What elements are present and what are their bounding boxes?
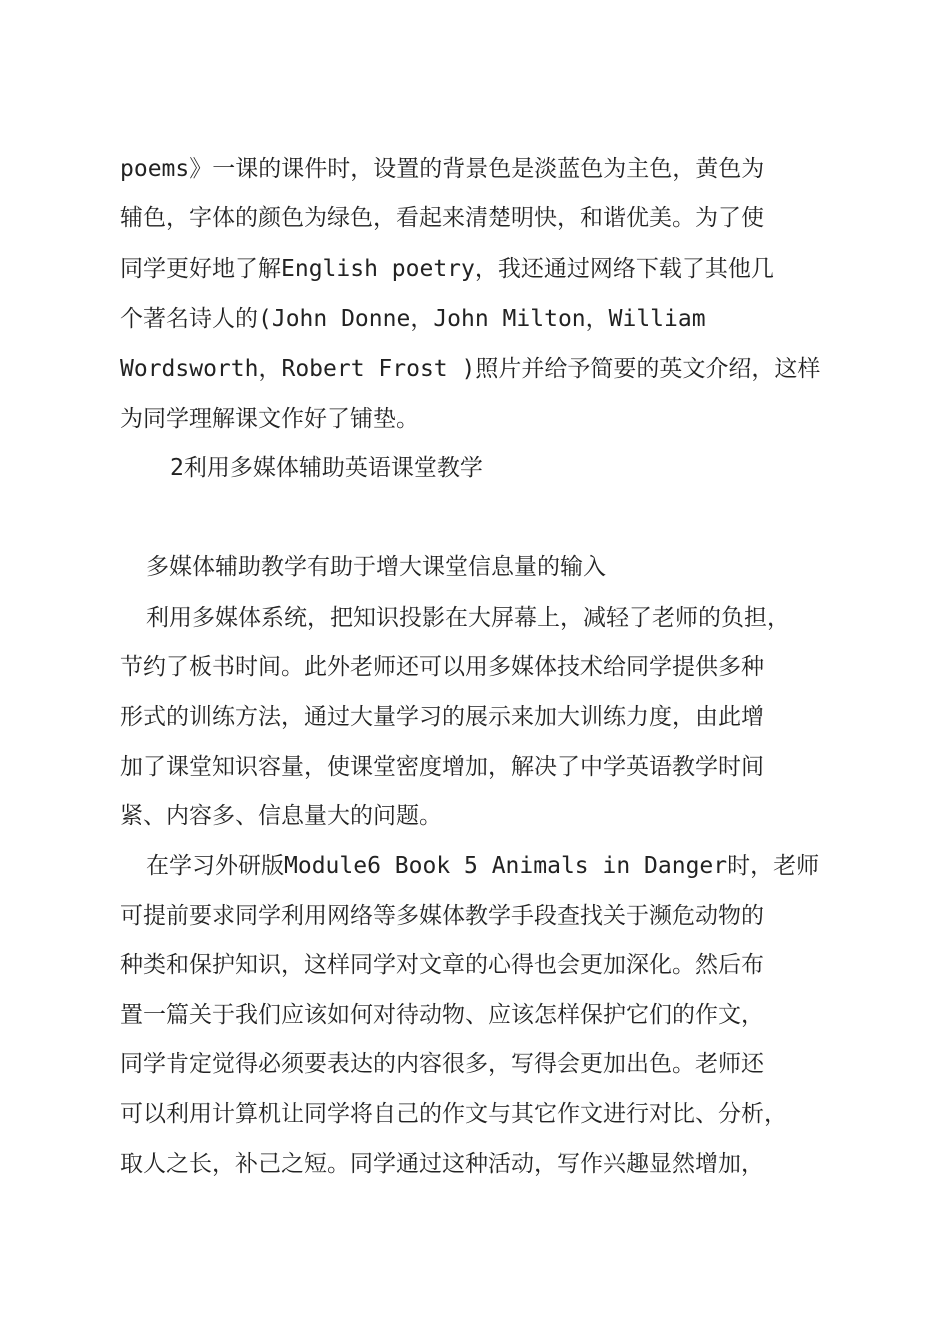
text-line: 个著名诗人的(John Donne，John Milton，William: [120, 306, 706, 332]
text-line: 辅色，字体的颜色为绿色，看起来清楚明快，和谐优美。为了使: [120, 205, 764, 231]
text-line: 在学习外研版Module6 Book 5 Animals in Danger时，老师: [146, 853, 820, 879]
text-line: 种类和保护知识，这样同学对文章的心得也会更加深化。然后布: [120, 952, 764, 978]
section-heading: 2利用多媒体辅助英语课堂教学: [170, 455, 483, 481]
text-line: 节约了板书时间。此外老师还可以用多媒体技术给同学提供多种: [120, 654, 764, 680]
text-line: poems》一课的课件时，设置的背景色是淡蓝色为主色，黄色为: [120, 156, 765, 182]
text-line: 同学更好地了解English poetry，我还通过网络下载了其他几: [120, 256, 774, 282]
text-line: 紧、内容多、信息量大的问题。: [120, 803, 442, 829]
text-line: 利用多媒体系统，把知识投影在大屏幕上，减轻了老师的负担，: [146, 605, 790, 631]
text-line: Wordsworth，Robert Frost )照片并给予简要的英文介绍，这样: [120, 356, 821, 382]
text-line: 可提前要求同学利用网络等多媒体教学手段查找关于濒危动物的: [120, 903, 764, 929]
text-line: 为同学理解课文作好了铺垫。: [120, 406, 419, 432]
text-line: 取人之长，补己之短。同学通过这种活动，写作兴趣显然增加，: [120, 1151, 764, 1177]
text-line: 同学肯定觉得必须要表达的内容很多，写得会更加出色。老师还: [120, 1051, 764, 1077]
text-line: 形式的训练方法，通过大量学习的展示来加大训练力度，由此增: [120, 704, 764, 730]
subsection-heading: 多媒体辅助教学有助于增大课堂信息量的输入: [146, 554, 606, 580]
text-line: 可以利用计算机让同学将自己的作文与其它作文进行对比、分析，: [120, 1101, 787, 1127]
text-line: 置一篇关于我们应该如何对待动物、应该怎样保护它们的作文，: [120, 1002, 764, 1028]
text-line: 加了课堂知识容量，使课堂密度增加，解决了中学英语教学时间: [120, 754, 764, 780]
